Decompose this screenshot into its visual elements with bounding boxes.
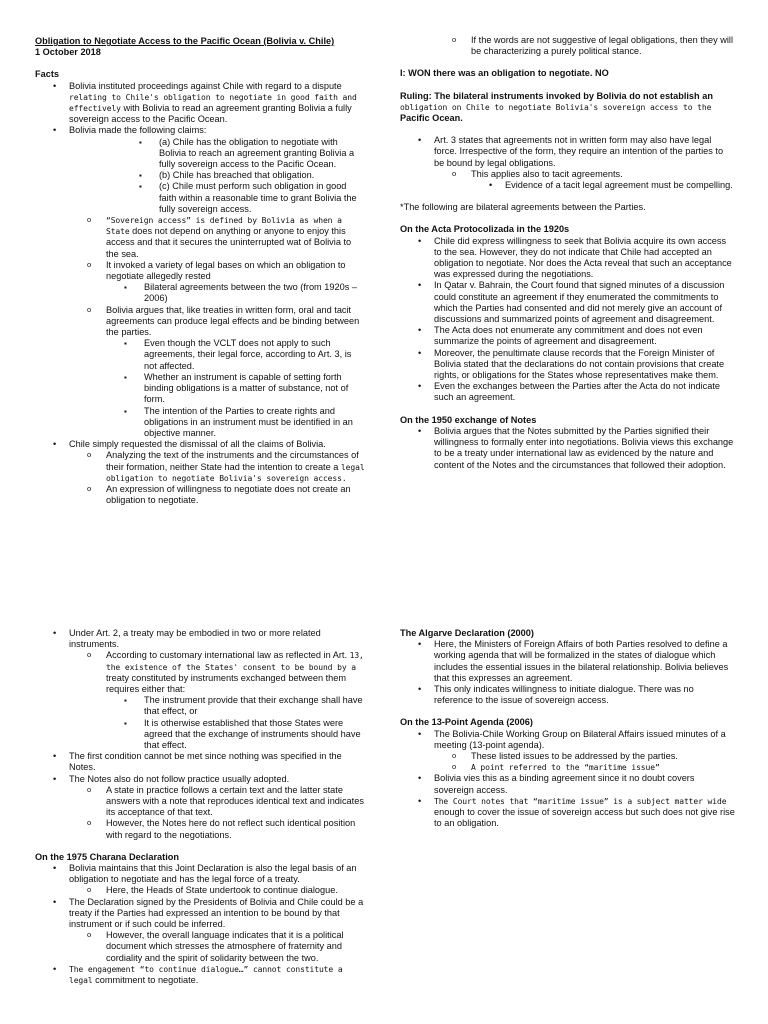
fact-text: Bolivia made the following claims: — [69, 125, 207, 136]
analysis-text-emph: 13, the existence of the States' consent to be bound by a — [106, 651, 364, 672]
analysis-text: The Bolivia-Chile Working Group on Bilateral Affairs issued minutes of a meeting (13-point agenda). — [434, 728, 726, 750]
facts-heading: Facts — [35, 69, 60, 80]
issue-heading: I: WON there was an obligation to negotiate. NO — [400, 68, 609, 79]
fact-text: Bolivia instituted proceedings against Chile with regard to a dispute — [69, 80, 342, 91]
list-item: o However, the Notes here do not reflect such identical position with regard to the negotiations. — [87, 818, 365, 840]
list-item — [87, 260, 365, 305]
list-item — [35, 774, 365, 841]
list-item — [35, 125, 365, 439]
list-item — [35, 863, 365, 897]
list-item — [35, 439, 365, 506]
list-item — [87, 450, 365, 484]
list-item: • Chile did express willingness to seek that Bolivia acquire its own access to the sea. However, they do not indicate that Chile had accepted an obligation to negotiate. Nor does the Acta reveal that such an acceptance was expressed during the negotiations. — [400, 236, 735, 281]
analysis-text: treaty constituted by instruments exchanged between them requires either that: — [106, 672, 347, 695]
fact-text-emph: legal obligation to negotiate Bolivia's sovereign access. — [106, 462, 365, 483]
list-item: ▪ The instrument provide that their exchange shall have that effect, or — [124, 695, 365, 717]
sub-sub-list — [471, 180, 735, 191]
sub-list — [87, 930, 365, 964]
list-item: ▪ Whether an instrument is capable of setting forth binding obligations is a matter of substance, not of form. — [124, 372, 365, 406]
notes-analysis-list — [35, 628, 365, 841]
sub-list — [452, 169, 735, 191]
fact-text: Analyzing the text of the instruments and the circumstances of their formation, neither State had the intention to create a — [106, 450, 359, 472]
ruling-text: This applies also to tacit agreements. — [471, 168, 623, 179]
fact-text-emph: “Sovereign access” is defined by Bolivia as when a State — [106, 216, 342, 237]
notes-list — [400, 426, 735, 471]
list-item — [400, 796, 735, 830]
column-facts — [35, 36, 365, 506]
sub-sub-list — [124, 695, 365, 751]
charana-heading: On the 1975 Charana Declaration — [35, 851, 179, 862]
list-item: ▪ It is otherwise established that those States were agreed that the exchange of instruments should have that effect. — [124, 718, 365, 752]
sub-sub-list — [124, 282, 365, 304]
list-item — [35, 897, 365, 964]
facts-list — [35, 81, 365, 507]
list-item: • Bolivia vies this as a binding agreement since it no doubt covers sovereign access. — [400, 773, 735, 795]
sub-list — [87, 215, 365, 439]
list-item: • Here, the Ministers of Foreign Affairs of both Parties resolved to define a working agenda that will be formalized in the states of dialogue which includes the essential issues in the bilateral relationship. Bolivia believes that this expresses an agreement. — [400, 639, 735, 684]
ruling-text: Pacific Ocean. — [400, 113, 463, 124]
list-item — [87, 305, 365, 439]
sub-list — [87, 650, 365, 751]
list-item — [87, 650, 365, 751]
list-item: ▪ (a) Chile has the obligation to negotiate with Bolivia to reach an agreement granting Bolivia a fully sovereign access to the Pacific Ocean. — [139, 137, 365, 171]
case-date: 1 October 2018 — [35, 47, 101, 58]
acta-heading: On the Acta Protocolizada in the 1920s — [400, 224, 570, 235]
ruling-list — [400, 135, 735, 191]
ruling-text-emph: obligation on Chile to negotiate Bolivia's sovereign access to the — [400, 102, 712, 112]
fact-text: Bolivia argues that, like treaties in written form, oral and tacit agreements can produce legal effects and be binding between the parties. — [106, 304, 360, 338]
sub-list — [452, 751, 735, 773]
column-algarve-agenda — [400, 628, 735, 829]
algarve-heading: The Algarve Declaration (2000) — [400, 628, 534, 638]
analysis-text: Bolivia maintains that this Joint Declaration is also the legal basis of an obligation to negotiate and has the legal force of a treaty. — [69, 863, 357, 885]
analysis-text: The Declaration signed by the Presidents of Bolivia and Chile could be a treaty if the Parties had expressed an intention to be bound by that instrument or if such could be inferred. — [69, 896, 364, 930]
list-item — [452, 762, 735, 773]
algarve-list — [400, 639, 735, 706]
list-item: • Even the exchanges between the Parties after the Acta do not indicate such an agreement. — [400, 381, 735, 403]
list-item — [452, 169, 735, 191]
list-item: • This only indicates willingness to initiate dialogue. There was no reference to the issue of sovereign access. — [400, 684, 735, 706]
analysis-text: Under Art. 2, a treaty may be embodied in two or more related instruments. — [69, 628, 321, 650]
list-item: • Evidence of a tacit legal agreement must be compelling. — [471, 180, 735, 191]
analysis-text-emph: The Court notes that “maritime issue” is a subject matter wide — [434, 796, 727, 806]
fact-text: with Bolivia to read an agreement granting Bolivia a fully sovereign access to the Pacific Ocean. — [69, 103, 352, 125]
list-item — [35, 964, 365, 986]
sub-list — [452, 35, 735, 57]
list-item: • Moreover, the penultimate clause records that the Foreign Minister of Bolivia stated that the declarations do not contain provisions that create rights, or obligations for the States whose representatives make them. — [400, 348, 735, 382]
sub-list — [87, 885, 365, 896]
analysis-text: According to customary international law as reflected in Art. — [106, 650, 348, 661]
list-item: o A state in practice follows a certain text and the latter state answers with a note that reproduces identical text and indicates its acceptance of that text. — [87, 785, 365, 819]
claims-list — [139, 137, 365, 215]
agenda-heading: On the 13-Point Agenda (2006) — [400, 717, 533, 728]
notes-heading: On the 1950 exchange of Notes — [400, 414, 537, 425]
case-title: Obligation to Negotiate Access to the Pacific Ocean (Bolivia v. Chile) — [35, 36, 335, 46]
analysis-text-emph: A point referred to the “maritime issue” — [471, 763, 660, 773]
analysis-text: enough to cover the issue of sovereign access but such does not give rise to an obligation. — [434, 807, 735, 829]
analysis-text: commitment to negotiate. — [95, 975, 199, 986]
list-item: • The Acta does not enumerate any commitment and does not even summarize the points of agreement and disagreement. — [400, 325, 735, 347]
bilateral-note: *The following are bilateral agreements between the Parties. — [400, 202, 646, 213]
fact-text: Chile simply requested the dismissal of all the claims of Bolivia. — [69, 439, 326, 450]
list-item: ▪ Bilateral agreements between the two (from 1920s – 2006) — [124, 282, 365, 304]
list-item: ▪ Even though the VCLT does not apply to such agreements, their legal force, according to Art. 3, is not affected. — [124, 338, 365, 372]
analysis-text: The Notes also do not follow practice usually adopted. — [69, 773, 290, 784]
list-item: o These listed issues to be addressed by the parties. — [452, 751, 735, 762]
list-item: ▪ (c) Chile must perform such obligation in good faith within a reasonable time to grant Bolivia the fully sovereign access. — [139, 181, 365, 215]
list-item — [400, 135, 735, 191]
ruling-text: Ruling: The bilateral instruments invoked by Bolivia do not establish an — [400, 90, 713, 101]
list-item — [35, 628, 365, 751]
list-item: • The first condition cannot be met since nothing was specified in the Notes. — [35, 751, 365, 773]
ruling — [400, 91, 735, 125]
charana-list — [35, 863, 365, 986]
list-item — [35, 81, 365, 126]
sub-sub-list — [124, 338, 365, 439]
column-notes-charana — [35, 628, 365, 986]
analysis-text-emph: The engagement “to continue dialogue…” cannot constitute a legal — [69, 964, 343, 986]
list-item: • Bolivia argues that the Notes submitted by the Parties signified their willingness to formally enter into negotiations. Bolivia views this exchange to be a treaty under international law as evidenced by the nature and content of the Notes and the circumstances that followed their adoption. — [400, 426, 735, 471]
ruling-text: Art. 3 states that agreements not in written form may also have legal force. Irrespective of the form, they require an intention of the parties to be bound by legal obligations. — [434, 135, 724, 168]
fact-text: does not depend on anything or anyone to enjoy this access and that it secures the uninterrupted wat of Bolivia to the sea. — [106, 226, 352, 259]
list-item: o An expression of willingness to negotiate does not create an obligation to negotiate. — [87, 484, 365, 506]
list-item — [400, 729, 735, 774]
list-item: ▪ The intention of the Parties to create rights and obligations in an instrument must be identified in an objective manner. — [124, 406, 365, 440]
acta-list — [400, 236, 735, 404]
list-item: o Here, the Heads of State undertook to continue dialogue. — [87, 885, 365, 896]
sub-list — [87, 785, 365, 841]
fact-text-emph: relating to Chile's obligation to negotiate in good faith and effectively — [69, 92, 357, 114]
list-item: o If the words are not suggestive of legal obligations, then they will be characterizing a purely political stance. — [452, 35, 735, 57]
list-item: ▪ (b) Chile has breached that obligation. — [139, 170, 365, 181]
column-ruling — [400, 35, 735, 471]
list-item — [87, 215, 365, 260]
agenda-list — [400, 729, 735, 830]
sub-list — [87, 450, 365, 506]
list-item: o However, the overall language indicates that it is a political document which stresses the atmosphere of fraternity and cordiality and the spirit of solidarity between the two. — [87, 930, 365, 964]
fact-text: It invoked a variety of legal bases on which an obligation to negotiate allegedly rested — [106, 259, 346, 282]
list-item: • In Qatar v. Bahrain, the Court found that signed minutes of a discussion could constitute an agreement if they enumerated the commitments to which the Parties had consented and did not merely give an account of discussions and summarized points of agreement and disagreement. — [400, 280, 735, 325]
